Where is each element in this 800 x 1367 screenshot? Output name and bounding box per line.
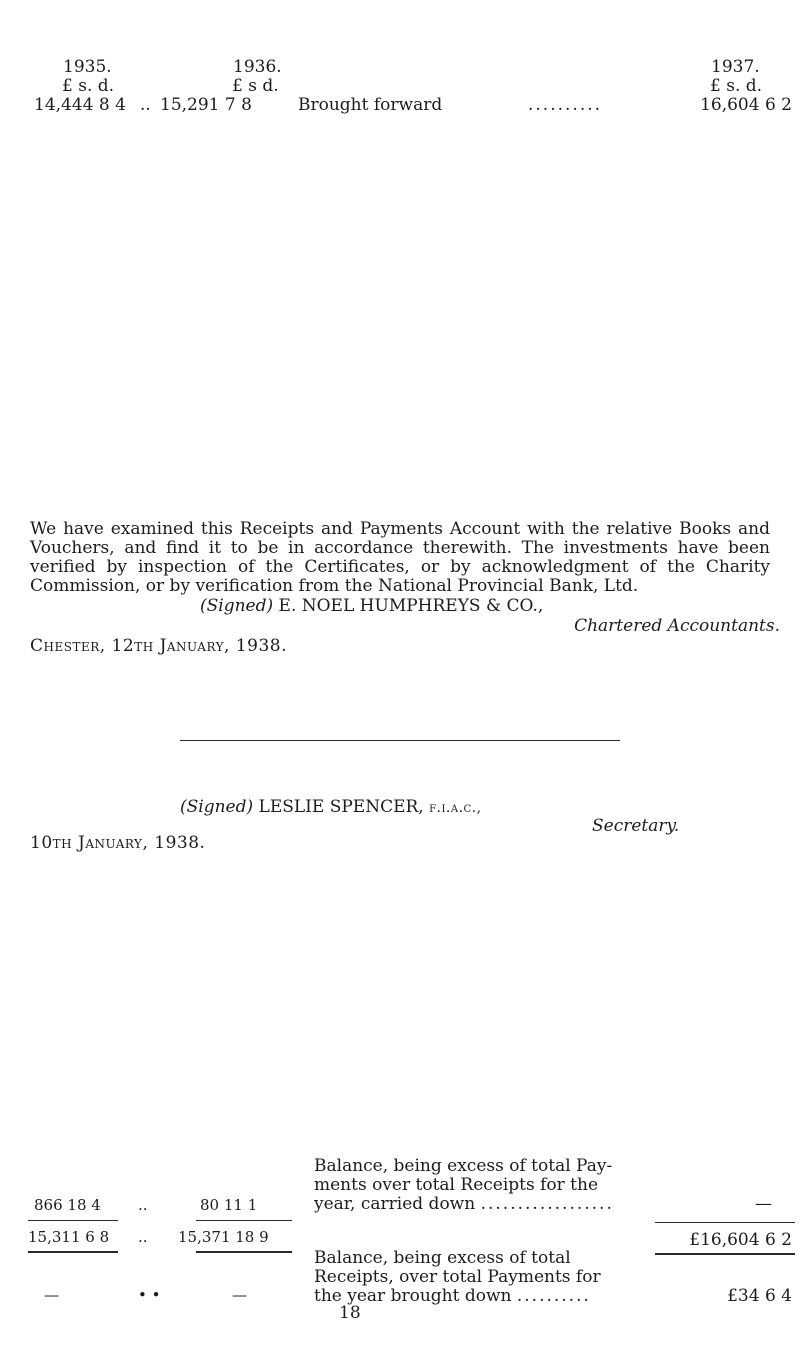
balance-brought-line2: Receipts, over total Payments for <box>314 1267 601 1287</box>
year-1937: 1937. <box>711 57 760 77</box>
total-1937: £16,604 6 2 <box>689 1230 792 1250</box>
balance-carried-line3 <box>314 1194 614 1214</box>
rule-1937-upper <box>655 1222 795 1223</box>
amount-1936-brought-forward: 15,291 7 8 <box>160 95 252 115</box>
sep-row2: • • <box>138 1286 161 1304</box>
leader-dots: .......... <box>516 1286 591 1306</box>
balance-carried-1937: — <box>755 1194 772 1214</box>
balance-carried-1936: 80 11 1 <box>200 1196 258 1214</box>
balance-brought-1935: — <box>44 1286 59 1304</box>
secretary-title: Secretary. <box>592 816 680 836</box>
brought-forward-label: Brought forward <box>298 95 443 115</box>
balance-carried-label: year, carried down <box>314 1194 476 1214</box>
balance-brought-line1: Balance, being excess of total <box>314 1248 571 1268</box>
signed-prefix: (Signed) <box>200 596 274 616</box>
secretary-date: 10th January, 1938. <box>30 833 206 853</box>
amount-1937-brought-forward: 16,604 6 2 <box>700 95 792 115</box>
auditor-signature <box>200 596 543 616</box>
certificate-text: We have examined this Receipts and Payments Account with the relative Books and Vouchers, and find it to be in accordance therewith. The investments have been verified by inspection of the Certificates, or by acknowledgment of the Charity Commission, or by verification from the National Provincial Bank, Ltd. <box>30 519 770 596</box>
sep-totals: .. <box>138 1228 148 1246</box>
balance-carried-line2: ments over total Receipts for the <box>314 1175 599 1195</box>
auditor-name: E. NOEL HUMPHREYS & CO., <box>278 596 544 616</box>
signed-prefix: (Signed) <box>180 797 254 817</box>
secretary-name: LESLIE SPENCER, <box>258 797 424 817</box>
balance-brought-label: the year brought down <box>314 1286 512 1306</box>
balance-brought-1936: — <box>232 1286 247 1304</box>
auditor-title: Chartered Accountants. <box>574 616 780 636</box>
rule-1937-lower <box>655 1253 795 1255</box>
rule-1935-lower <box>28 1251 118 1253</box>
leader-dots: .......... <box>528 95 603 115</box>
sep-1936: .. <box>140 95 151 115</box>
secretary-signature <box>180 797 482 817</box>
rule-1935-upper <box>28 1220 118 1221</box>
balance-carried-1935: 866 18 4 <box>34 1196 101 1214</box>
auditors-certificate <box>30 520 770 596</box>
leader-dots: .................. <box>480 1194 614 1214</box>
page-number: 18 <box>339 1303 361 1323</box>
balance-carried-line1: Balance, being excess of total Pay- <box>314 1156 613 1176</box>
total-1935: 15,311 6 8 <box>28 1228 110 1246</box>
sep-row1: .. <box>138 1196 148 1214</box>
units-1937: £ s. d. <box>710 76 763 96</box>
year-1935: 1935. <box>63 57 112 77</box>
amount-1935-brought-forward: 14,444 8 4 <box>34 95 126 115</box>
rule-1936-lower <box>196 1251 292 1253</box>
rule-1936-upper <box>196 1220 292 1221</box>
balance-brought-1937: £34 6 4 <box>727 1286 792 1306</box>
secretary-qualification: f.i.a.c., <box>429 800 482 816</box>
divider-rule <box>180 740 620 741</box>
units-1936: £ s d. <box>232 76 279 96</box>
year-1936: 1936. <box>233 57 282 77</box>
total-1936: 15,371 18 9 <box>178 1228 269 1246</box>
units-1935: £ s. d. <box>62 76 115 96</box>
certificate-place-date: Chester, 12th January, 1938. <box>30 636 288 656</box>
